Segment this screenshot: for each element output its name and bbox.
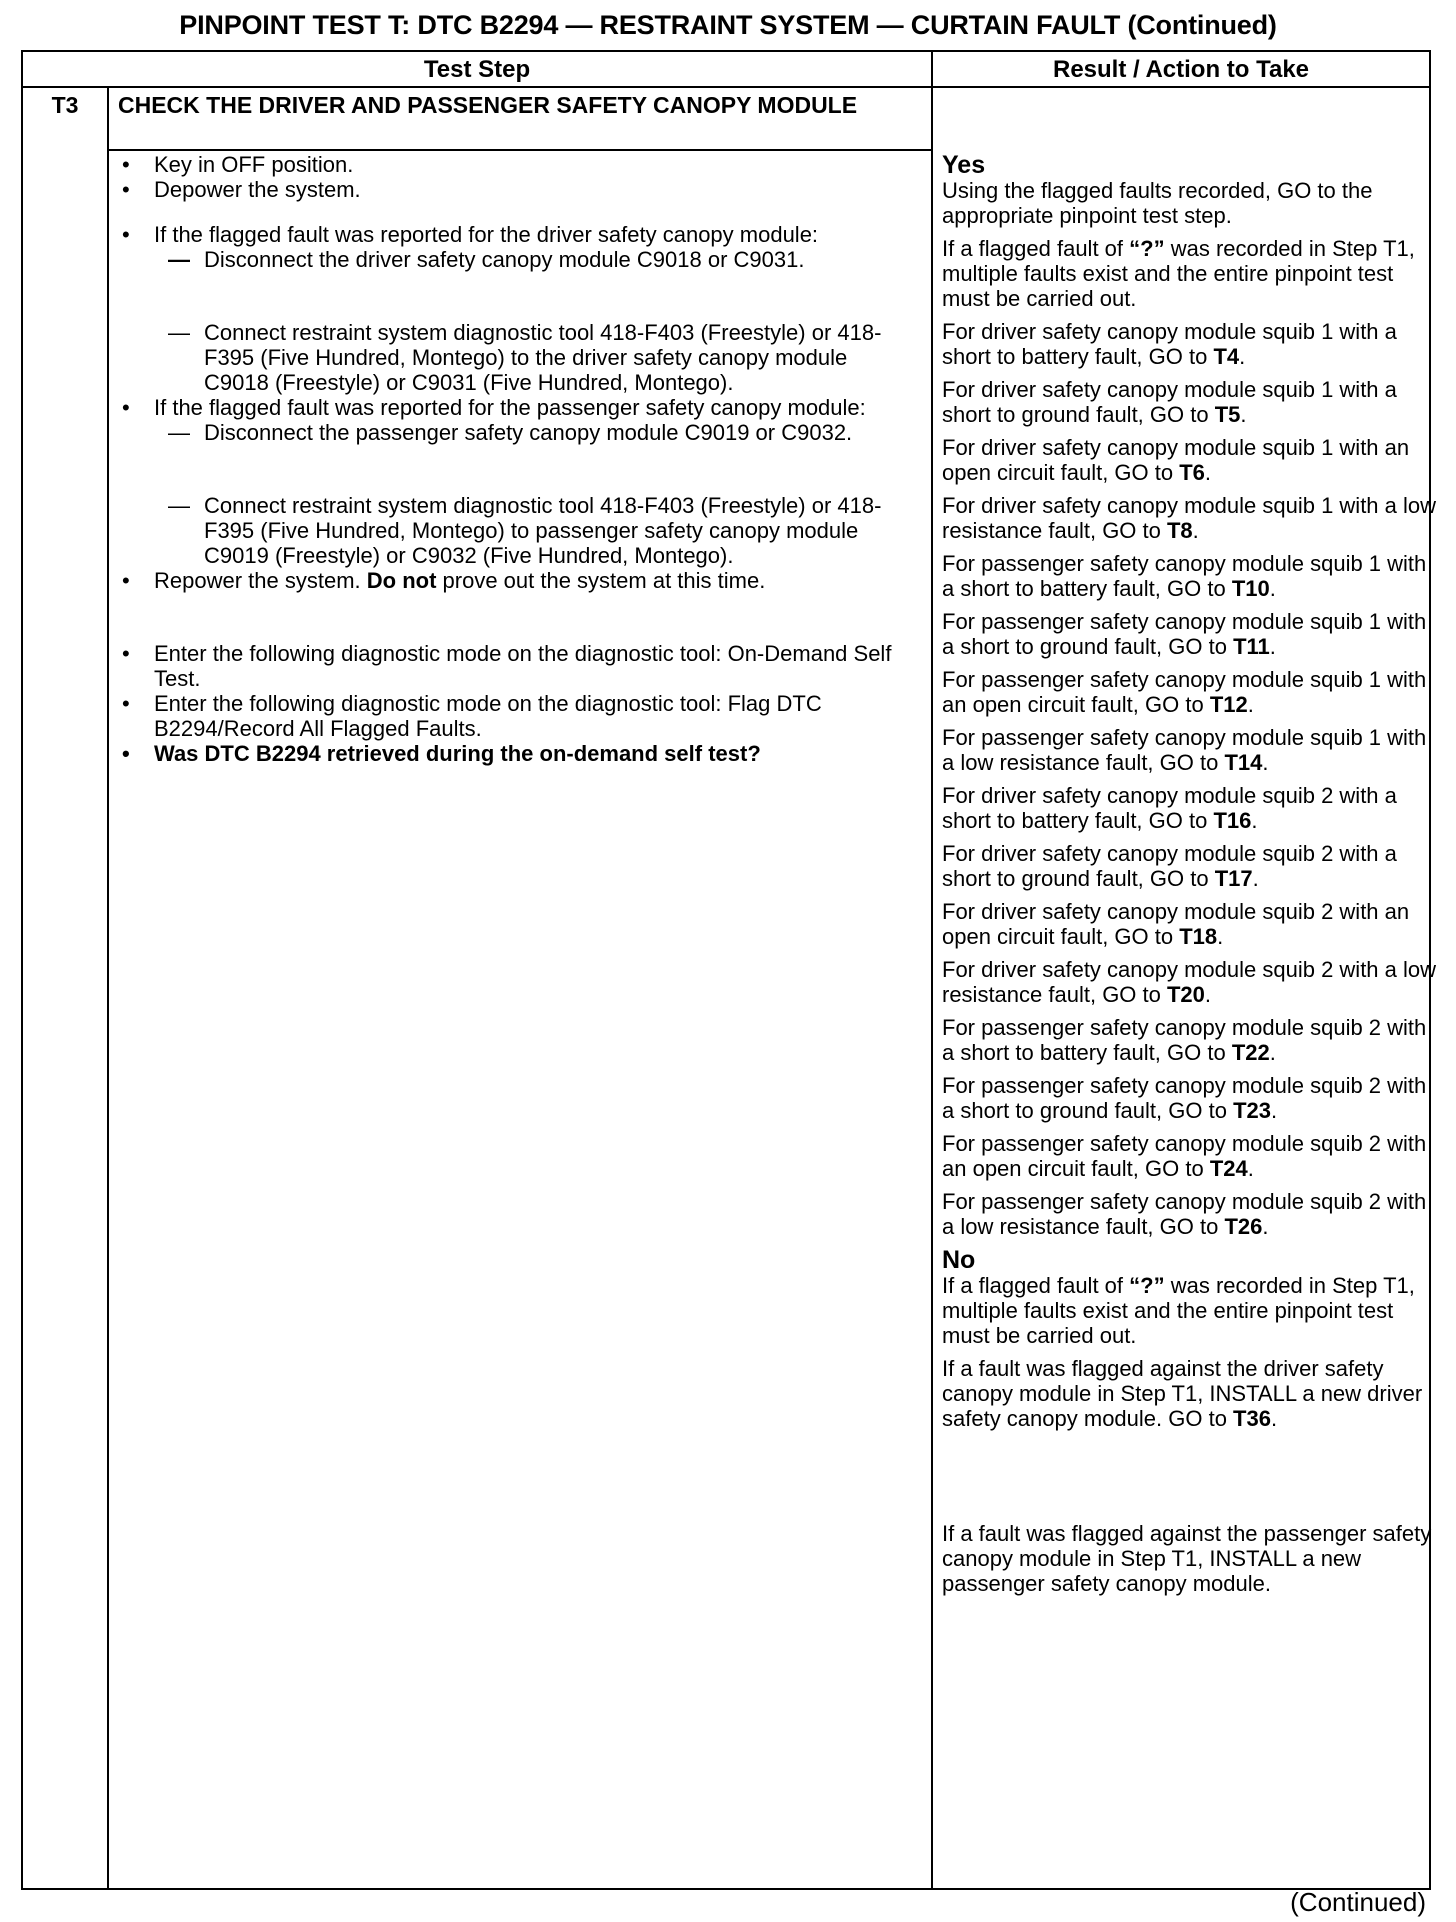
- goto-item: For passenger safety canopy module squib 1 with an open circuit fault, GO to T12.: [942, 667, 1427, 717]
- goto-item: For driver safety canopy module squib 1 with an open circuit fault, GO to T6.: [942, 435, 1410, 485]
- step-bullet: • If the flagged fault was reported for the driver safety canopy module:: [118, 222, 918, 247]
- no-label: No: [942, 1246, 976, 1274]
- goto-item: For passenger safety canopy module squib 1 with a short to battery fault, GO to T10.: [942, 551, 1427, 601]
- step-bullet: • Enter the following diagnostic mode on the diagnostic tool: Flag DTC B2294/Record All Flagged Faults.: [118, 691, 918, 741]
- goto-item: For passenger safety canopy module squib 1 with a short to ground fault, GO to T11.: [942, 609, 1427, 659]
- result-action-column: [942, 152, 1437, 1604]
- dash-mark: —: [168, 420, 190, 445]
- goto-item: For passenger safety canopy module squib 2 with a short to ground fault, GO to T23.: [942, 1073, 1427, 1123]
- no-passenger-action: If a fault was flagged against the passenger safety canopy module in Step T1, INSTALL a new passenger safety canopy module.: [942, 1521, 1432, 1596]
- step-bullet: • Repower the system. Do not prove out the system at this time.: [118, 568, 918, 593]
- goto-item: For driver safety canopy module squib 2 with a low resistance fault, GO to T20.: [942, 957, 1437, 1007]
- step-question: • Was DTC B2294 retrieved during the on-demand self test?: [118, 741, 918, 766]
- goto-item: For passenger safety canopy module squib 1 with a low resistance fault, GO to T14.: [942, 725, 1427, 775]
- multiple-faults-note: If a flagged fault of “?” was recorded in Step T1, multiple faults exist and the entire pinpoint test must be carried out.: [942, 236, 1415, 311]
- step-bullet: • If the flagged fault was reported for the passenger safety canopy module:: [118, 395, 918, 420]
- header-test-step: Test Step: [423, 56, 531, 83]
- dash-mark: —: [168, 320, 190, 345]
- step-sub-item: — Connect restraint system diagnostic tool 418-F403 (Freestyle) or 418-F395 (Five Hundred, Montego) to the driver safety canopy module C9018 (Freestyle) or C9031 (Five Hundred, Montego).: [168, 320, 882, 395]
- step-id: T3: [51, 92, 79, 118]
- no-driver-action: If a fault was flagged against the driver safety canopy module in Step T1, INSTALL a new driver safety canopy module. GO to T36.: [942, 1356, 1423, 1431]
- step-id-divider: [107, 88, 109, 1888]
- goto-item: For driver safety canopy module squib 2 with a short to battery fault, GO to T16.: [942, 783, 1397, 833]
- no-multiple-faults-note: If a flagged fault of “?” was recorded in Step T1, multiple faults exist and the entire pinpoint test must be carried out.: [942, 1273, 1415, 1348]
- goto-item: For driver safety canopy module squib 1 with a short to battery fault, GO to T4.: [942, 319, 1397, 369]
- dash-mark: —: [168, 247, 190, 272]
- yes-intro: Using the flagged faults recorded, GO to the appropriate pinpoint test step.: [942, 178, 1373, 228]
- column-divider: [931, 52, 933, 1888]
- goto-item: For driver safety canopy module squib 2 with a short to ground fault, GO to T17.: [942, 841, 1397, 891]
- step-bullet: • Key in OFF position.: [118, 152, 918, 177]
- step-bullet: • Enter the following diagnostic mode on the diagnostic tool: On-Demand Self Test.: [118, 641, 918, 691]
- test-step-instructions: [118, 152, 918, 766]
- step-sub-item: — Disconnect the driver safety canopy module C9018 or C9031.: [168, 247, 805, 272]
- step-title: CHECK THE DRIVER AND PASSENGER SAFETY CANOPY MODULE: [118, 92, 858, 118]
- step-title-rule: [107, 149, 931, 151]
- step-sub-item: — Connect restraint system diagnostic tool 418-F403 (Freestyle) or 418-F395 (Five Hundred, Montego) to passenger safety canopy module C9019 (Freestyle) or C9032 (Five Hundred, Montego).: [168, 493, 882, 568]
- header-result-action: Result / Action to Take: [1052, 56, 1310, 83]
- page-title: PINPOINT TEST T: DTC B2294 — RESTRAINT SYSTEM — CURTAIN FAULT (Continued): [179, 10, 1277, 40]
- pinpoint-test-table: [21, 50, 1437, 1890]
- dash-mark: —: [168, 493, 190, 518]
- goto-item: For driver safety canopy module squib 2 with an open circuit fault, GO to T18.: [942, 899, 1410, 949]
- continued-footer: (Continued): [1290, 1887, 1426, 1917]
- goto-list: [942, 319, 1437, 1239]
- goto-item: For driver safety canopy module squib 1 with a short to ground fault, GO to T5.: [942, 377, 1397, 427]
- step-sub-item: — Disconnect the passenger safety canopy module C9019 or C9032.: [168, 420, 853, 445]
- step-bullet: • Depower the system.: [118, 177, 918, 202]
- goto-item: For driver safety canopy module squib 1 with a low resistance fault, GO to T8.: [942, 493, 1437, 543]
- yes-label: Yes: [942, 151, 986, 179]
- goto-item: For passenger safety canopy module squib 2 with an open circuit fault, GO to T24.: [942, 1131, 1427, 1181]
- goto-item: For passenger safety canopy module squib 2 with a low resistance fault, GO to T26.: [942, 1189, 1427, 1239]
- goto-item: For passenger safety canopy module squib 2 with a short to battery fault, GO to T22.: [942, 1015, 1427, 1065]
